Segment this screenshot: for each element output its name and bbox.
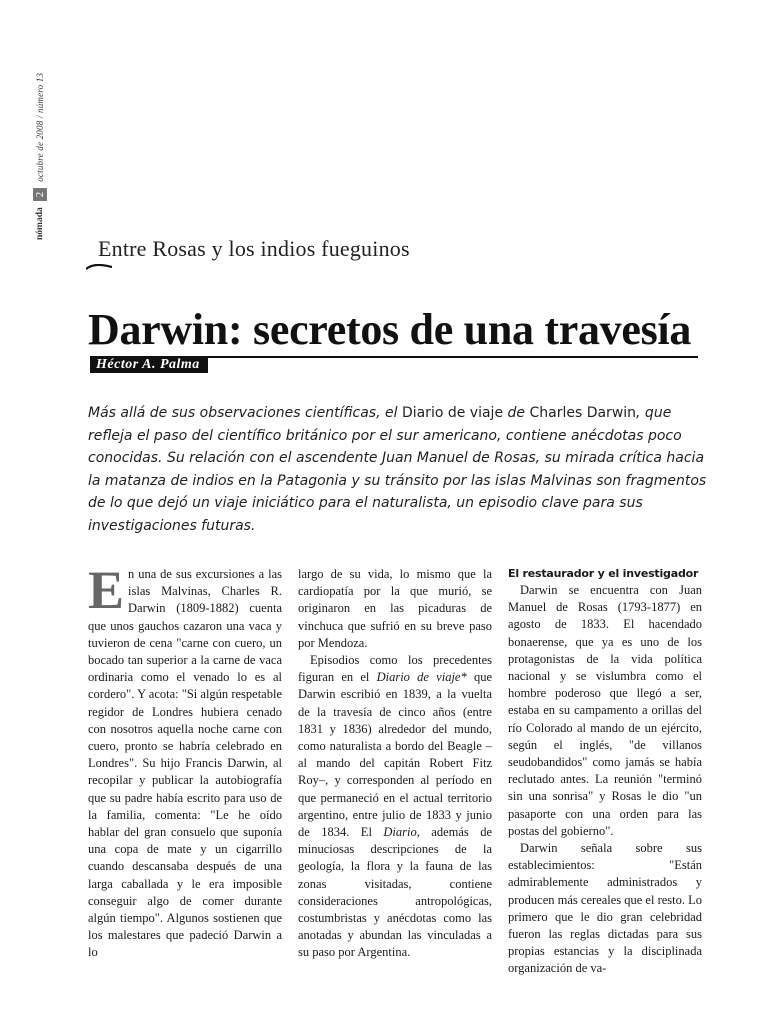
body-text: que Darwin escribió en 1839, a la vuelta de la travesía de cinco años (entre 1831 y 1836) alrededor del mundo, como naturalista a bordo del Beagle –al mando del capitán Robert Fitz Roy–, y corresponden al período en que permaneció en el actual territorio argentino, entre julio de 1833 y junio de 1834. El: [298, 670, 492, 840]
body-column-1: [88, 560, 282, 962]
body-paragraph: [298, 652, 492, 962]
body-paragraph: [88, 560, 282, 962]
book-title-italic: Diario de viaje*: [376, 670, 467, 685]
lead-text-2: de: [503, 405, 530, 421]
side-strip: [30, 40, 50, 240]
body-text: n una de sus excursiones a las islas Malvinas, Charles R. Darwin (1809-1882) cuenta que unos gauchos cazaron una vaca y tuvieron de cena "carne con cuero, un bocado tan superior a la carne de vaca ordinaria como el venado lo es al cordero". Y acota: "Si algún respetable regidor de Londres hubiera cenado con nosotros aquella noche carne con cuero, pronto se habría celebrado en Londres". Su hijo Francis Darwin, al recopilar y publicar la autobiografía que su padre había escrito para uso de la familia, comenta: "Le he oído hablar del gran consuelo que suponía una copa de mate y un cigarrillo cuando descansaba después de una larga caballada y le era imposible conseguir algo de comer durante algún tiempo". Algunos sostienen que los malestares que padeció Darwin a lo: [88, 567, 282, 960]
body-text: , además de minuciosas descripciones de la geología, la flora y la fauna de las zonas visitadas, contiene consideraciones antropológicas, costumbristas y anécdotas como las anotadas y abundan las vinculadas a su paso por Argentina.: [298, 825, 492, 960]
section-kicker: Entre Rosas y los indios fueguinos: [98, 236, 410, 261]
lead-paragraph: [88, 402, 708, 537]
body-column-2: [298, 566, 492, 962]
body-paragraph: largo de su vida, lo mismo que la cardiopatía por la que murió, se originaron en las picaduras de vinchuca que sufrió en su breve paso por Mendoza.: [298, 567, 492, 650]
lead-book-title: Diario de viaje: [401, 405, 504, 421]
body-paragraph: Darwin se encuentra con Juan Manuel de Rosas (1793-1877) en agosto de 1833. El hacendado bonaerense, que ya es uno de los protagonistas de la vida política nacional y se vislumbra como el hombre poderoso que llegó a ser, estaba en su campamento a orillas del río Colorado al mando de un ejército, según el inglés, "de villanos seudobandidos" como jamás se había reclutado antes. La reunión "terminó sin una sonrisa" y Rosas le dio "un pasaporte con una orden para las postas del gobierno".: [508, 583, 702, 838]
drop-cap: E: [88, 560, 125, 620]
body-paragraph: Darwin señala sobre sus establecimientos: "Están admirablemente administrados y producen más cereales que el resto. Lo primero que le dio gran celebridad fueron las reglas dictadas para sus propias estancias y la disciplinada organización de va-: [508, 841, 703, 976]
lead-person: Charles Darwin: [529, 405, 637, 421]
body-column-3: [508, 566, 702, 978]
magazine-name: nómada: [35, 207, 45, 240]
author-byline: Héctor A. Palma: [90, 357, 208, 373]
lead-text-3: , que refleja el paso del científico británico por el sur americano, contiene anécdotas poco conocidas. Su relación con el ascendente Juan Manuel de Rosas, su mirada crítica hacia la matanza de indios en la Patagonia y su tránsito por las islas Malvinas son fragmentos de lo que dejó un viaje iniciático para el naturalista, un episodio clave para sus investigaciones futuras.: [88, 405, 707, 534]
issue-info: octubre de 2008 / número 13: [35, 72, 45, 182]
body-text: Episodios como los precedentes figuran en el: [298, 653, 492, 685]
book-title-italic: Diario: [383, 825, 417, 840]
side-strip-text: [30, 40, 50, 240]
article-title: Darwin: secretos de una travesía: [88, 305, 692, 354]
lead-text-1: Más allá de sus observaciones científicas, el: [88, 405, 402, 421]
page-number: 2: [33, 188, 47, 202]
section-subhead: El restaurador y el investigador: [508, 567, 699, 580]
swash-ornament-icon: [86, 264, 112, 272]
